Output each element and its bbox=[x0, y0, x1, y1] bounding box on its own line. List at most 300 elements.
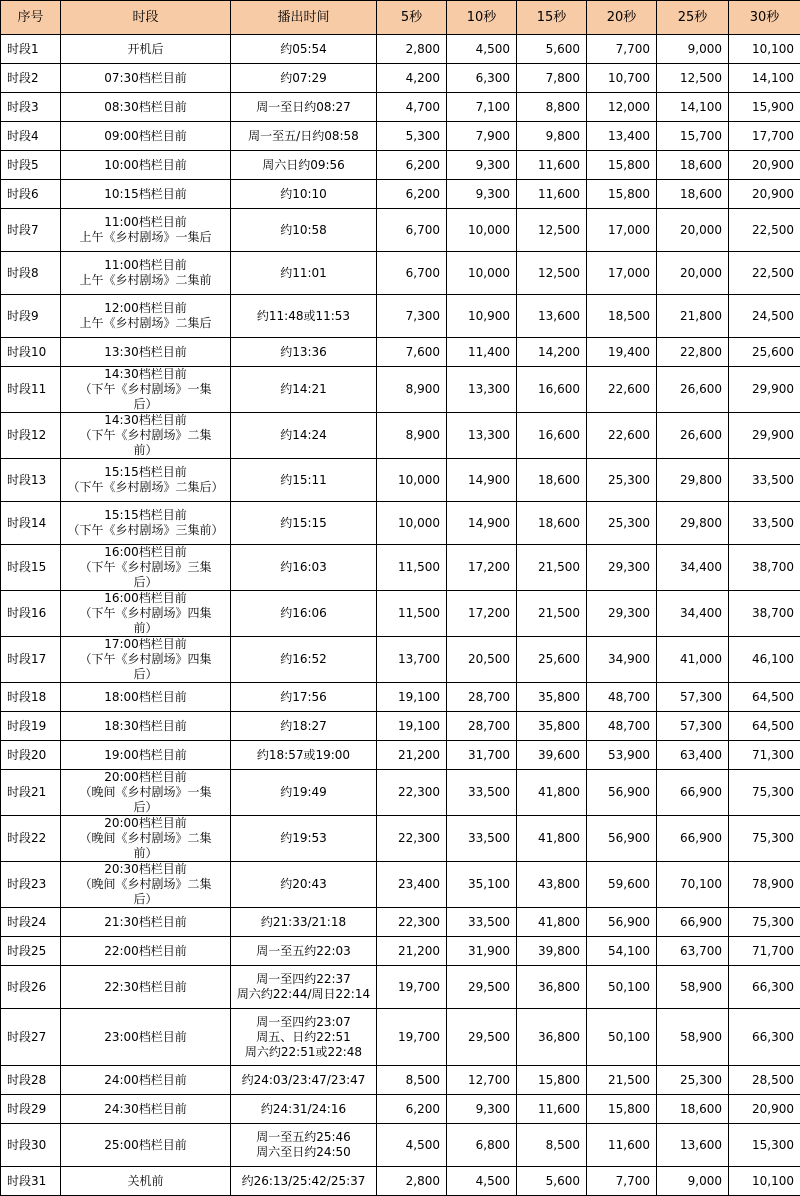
price-5s-cell: 21,200 bbox=[377, 937, 447, 966]
price-20s-cell: 29,300 bbox=[587, 591, 657, 637]
price-30s-cell: 66,300 bbox=[729, 966, 800, 1009]
airtime-cell bbox=[231, 545, 377, 591]
airtime-cell bbox=[231, 591, 377, 637]
price-5s-cell: 7,300 bbox=[377, 295, 447, 338]
price-30s-cell: 75,300 bbox=[729, 908, 800, 937]
airtime-cell-line: 周一至五约25:46 bbox=[234, 1130, 373, 1145]
price-25s-cell: 20,000 bbox=[657, 209, 729, 252]
table-row bbox=[1, 367, 800, 413]
price-5s-cell: 8,900 bbox=[377, 367, 447, 413]
price-20s-cell: 56,900 bbox=[587, 770, 657, 816]
airtime-cell-line: 周一至五/日约08:58 bbox=[234, 129, 373, 144]
airtime-cell-line: 约19:49 bbox=[234, 785, 373, 800]
seq-cell: 时段6 bbox=[1, 180, 61, 209]
table-row bbox=[1, 209, 800, 252]
price-25s-cell: 18,600 bbox=[657, 180, 729, 209]
slot-cell-line: 前） bbox=[64, 621, 227, 636]
price-30s-cell: 10,100 bbox=[729, 35, 800, 64]
slot-cell-line: （晚间《乡村剧场》二集 bbox=[64, 831, 227, 846]
slot-cell bbox=[61, 122, 231, 151]
slot-cell-line: 22:00档栏目前 bbox=[64, 944, 227, 959]
price-30s-cell: 29,900 bbox=[729, 413, 800, 459]
price-25s-cell: 70,100 bbox=[657, 862, 729, 908]
slot-cell-line: 开机后 bbox=[64, 42, 227, 57]
price-15s-cell: 11,600 bbox=[517, 180, 587, 209]
slot-cell-line: （下午《乡村剧场》三集前） bbox=[64, 523, 227, 538]
price-10s-cell: 11,400 bbox=[447, 338, 517, 367]
airtime-cell bbox=[231, 252, 377, 295]
airtime-cell bbox=[231, 1167, 377, 1196]
slot-cell bbox=[61, 502, 231, 545]
slot-cell bbox=[61, 1167, 231, 1196]
price-20s-cell: 56,900 bbox=[587, 908, 657, 937]
airtime-cell-line: 约21:33/21:18 bbox=[234, 915, 373, 930]
slot-cell bbox=[61, 367, 231, 413]
airtime-cell-line: 约20:43 bbox=[234, 877, 373, 892]
price-5s-cell: 21,200 bbox=[377, 741, 447, 770]
price-30s-cell: 75,300 bbox=[729, 816, 800, 862]
price-25s-cell: 66,900 bbox=[657, 908, 729, 937]
price-10s-cell: 29,500 bbox=[447, 966, 517, 1009]
price-15s-cell: 11,600 bbox=[517, 1095, 587, 1124]
price-5s-cell: 8,500 bbox=[377, 1066, 447, 1095]
airtime-cell-line: 约24:03/23:47/23:47 bbox=[234, 1073, 373, 1088]
airtime-cell bbox=[231, 338, 377, 367]
price-20s-cell: 34,900 bbox=[587, 637, 657, 683]
seq-cell: 时段4 bbox=[1, 122, 61, 151]
seq-cell: 时段31 bbox=[1, 1167, 61, 1196]
price-15s-cell: 7,800 bbox=[517, 64, 587, 93]
price-25s-cell: 29,800 bbox=[657, 502, 729, 545]
price-30s-cell: 64,500 bbox=[729, 683, 800, 712]
slot-cell bbox=[61, 545, 231, 591]
price-5s-cell: 19,700 bbox=[377, 966, 447, 1009]
price-15s-cell: 5,600 bbox=[517, 1167, 587, 1196]
airtime-cell-line: 约10:58 bbox=[234, 223, 373, 238]
slot-cell-line: 关机前 bbox=[64, 1174, 227, 1189]
price-20s-cell: 29,300 bbox=[587, 545, 657, 591]
seq-cell: 时段22 bbox=[1, 816, 61, 862]
slot-cell bbox=[61, 816, 231, 862]
seq-cell: 时段11 bbox=[1, 367, 61, 413]
airtime-cell bbox=[231, 459, 377, 502]
table-row bbox=[1, 937, 800, 966]
price-20s-cell: 12,000 bbox=[587, 93, 657, 122]
seq-cell: 时段12 bbox=[1, 413, 61, 459]
seq-cell: 时段30 bbox=[1, 1124, 61, 1167]
slot-cell-line: 13:30档栏目前 bbox=[64, 345, 227, 360]
price-15s-cell: 8,500 bbox=[517, 1124, 587, 1167]
price-20s-cell: 11,600 bbox=[587, 1124, 657, 1167]
price-30s-cell: 24,500 bbox=[729, 295, 800, 338]
seq-cell: 时段20 bbox=[1, 741, 61, 770]
slot-cell-line: 20:30档栏目前 bbox=[64, 862, 227, 877]
price-20s-cell: 54,100 bbox=[587, 937, 657, 966]
price-5s-cell: 19,700 bbox=[377, 1009, 447, 1066]
price-20s-cell: 18,500 bbox=[587, 295, 657, 338]
price-5s-cell: 6,700 bbox=[377, 209, 447, 252]
table-row bbox=[1, 966, 800, 1009]
table-row bbox=[1, 64, 800, 93]
price-30s-cell: 17,700 bbox=[729, 122, 800, 151]
airtime-cell-line: 周六日约09:56 bbox=[234, 158, 373, 173]
slot-cell bbox=[61, 413, 231, 459]
price-15s-cell: 15,800 bbox=[517, 1066, 587, 1095]
slot-cell-line: （下午《乡村剧场》一集 bbox=[64, 382, 227, 397]
airtime-cell bbox=[231, 1009, 377, 1066]
price-30s-cell: 46,100 bbox=[729, 637, 800, 683]
price-30s-cell: 71,700 bbox=[729, 937, 800, 966]
slot-cell-line: 08:30档栏目前 bbox=[64, 100, 227, 115]
slot-cell bbox=[61, 591, 231, 637]
slot-cell-line: 20:00档栏目前 bbox=[64, 816, 227, 831]
price-20s-cell: 56,900 bbox=[587, 816, 657, 862]
price-20s-cell: 53,900 bbox=[587, 741, 657, 770]
price-10s-cell: 10,000 bbox=[447, 209, 517, 252]
price-10s-cell: 20,500 bbox=[447, 637, 517, 683]
price-15s-cell: 36,800 bbox=[517, 966, 587, 1009]
header-10s: 10秒 bbox=[447, 1, 517, 35]
seq-cell: 时段24 bbox=[1, 908, 61, 937]
slot-cell-line: 10:00档栏目前 bbox=[64, 158, 227, 173]
airtime-cell-line: 周六约22:51或22:48 bbox=[234, 1045, 373, 1060]
slot-cell-line: 23:00档栏目前 bbox=[64, 1030, 227, 1045]
price-20s-cell: 59,600 bbox=[587, 862, 657, 908]
slot-cell-line: 15:15档栏目前 bbox=[64, 508, 227, 523]
airtime-cell bbox=[231, 64, 377, 93]
price-20s-cell: 15,800 bbox=[587, 1095, 657, 1124]
airtime-cell bbox=[231, 93, 377, 122]
price-30s-cell: 22,500 bbox=[729, 209, 800, 252]
price-10s-cell: 28,700 bbox=[447, 683, 517, 712]
price-30s-cell: 66,300 bbox=[729, 1009, 800, 1066]
header-seq: 序号 bbox=[1, 1, 61, 35]
slot-cell-line: 后） bbox=[64, 397, 227, 412]
airtime-cell bbox=[231, 770, 377, 816]
price-5s-cell: 11,500 bbox=[377, 591, 447, 637]
price-25s-cell: 14,100 bbox=[657, 93, 729, 122]
table-row bbox=[1, 122, 800, 151]
slot-cell bbox=[61, 151, 231, 180]
price-15s-cell: 39,800 bbox=[517, 937, 587, 966]
price-15s-cell: 25,600 bbox=[517, 637, 587, 683]
slot-cell-line: 前） bbox=[64, 846, 227, 861]
table-row bbox=[1, 741, 800, 770]
seq-cell: 时段13 bbox=[1, 459, 61, 502]
price-5s-cell: 4,700 bbox=[377, 93, 447, 122]
price-30s-cell: 75,300 bbox=[729, 770, 800, 816]
seq-cell: 时段9 bbox=[1, 295, 61, 338]
seq-cell: 时段18 bbox=[1, 683, 61, 712]
price-20s-cell: 15,800 bbox=[587, 180, 657, 209]
airtime-cell-line: 约11:48或11:53 bbox=[234, 309, 373, 324]
airtime-cell bbox=[231, 816, 377, 862]
table-row bbox=[1, 502, 800, 545]
slot-cell bbox=[61, 252, 231, 295]
price-30s-cell: 38,700 bbox=[729, 591, 800, 637]
table-row bbox=[1, 683, 800, 712]
airtime-cell bbox=[231, 862, 377, 908]
table-row bbox=[1, 1095, 800, 1124]
price-20s-cell: 48,700 bbox=[587, 712, 657, 741]
price-5s-cell: 4,500 bbox=[377, 1124, 447, 1167]
slot-cell bbox=[61, 459, 231, 502]
airtime-cell-line: 约07:29 bbox=[234, 71, 373, 86]
price-15s-cell: 43,800 bbox=[517, 862, 587, 908]
table-row bbox=[1, 338, 800, 367]
seq-cell: 时段17 bbox=[1, 637, 61, 683]
price-5s-cell: 22,300 bbox=[377, 816, 447, 862]
price-25s-cell: 18,600 bbox=[657, 1095, 729, 1124]
price-10s-cell: 13,300 bbox=[447, 367, 517, 413]
slot-cell-line: 19:00档栏目前 bbox=[64, 748, 227, 763]
airtime-cell-line: 约19:53 bbox=[234, 831, 373, 846]
price-15s-cell: 35,800 bbox=[517, 683, 587, 712]
price-25s-cell: 63,700 bbox=[657, 937, 729, 966]
price-20s-cell: 22,600 bbox=[587, 413, 657, 459]
price-10s-cell: 9,300 bbox=[447, 151, 517, 180]
price-10s-cell: 6,300 bbox=[447, 64, 517, 93]
price-15s-cell: 5,600 bbox=[517, 35, 587, 64]
slot-cell bbox=[61, 966, 231, 1009]
slot-cell-line: 15:15档栏目前 bbox=[64, 465, 227, 480]
seq-cell: 时段7 bbox=[1, 209, 61, 252]
price-15s-cell: 11,600 bbox=[517, 151, 587, 180]
slot-cell bbox=[61, 93, 231, 122]
price-15s-cell: 12,500 bbox=[517, 252, 587, 295]
price-10s-cell: 7,100 bbox=[447, 93, 517, 122]
seq-cell: 时段16 bbox=[1, 591, 61, 637]
price-5s-cell: 7,600 bbox=[377, 338, 447, 367]
price-15s-cell: 18,600 bbox=[517, 459, 587, 502]
table-row bbox=[1, 637, 800, 683]
airtime-cell bbox=[231, 712, 377, 741]
slot-cell-line: （下午《乡村剧场》二集 bbox=[64, 428, 227, 443]
price-10s-cell: 31,900 bbox=[447, 937, 517, 966]
price-25s-cell: 57,300 bbox=[657, 712, 729, 741]
airtime-cell bbox=[231, 1066, 377, 1095]
price-25s-cell: 34,400 bbox=[657, 591, 729, 637]
price-30s-cell: 15,300 bbox=[729, 1124, 800, 1167]
slot-cell bbox=[61, 862, 231, 908]
slot-cell-line: 后） bbox=[64, 800, 227, 815]
price-30s-cell: 20,900 bbox=[729, 151, 800, 180]
price-10s-cell: 4,500 bbox=[447, 35, 517, 64]
airtime-cell bbox=[231, 151, 377, 180]
airtime-cell bbox=[231, 502, 377, 545]
table-row bbox=[1, 1066, 800, 1095]
airtime-cell bbox=[231, 741, 377, 770]
slot-cell-line: 18:00档栏目前 bbox=[64, 690, 227, 705]
airtime-cell bbox=[231, 966, 377, 1009]
airtime-cell-line: 约15:11 bbox=[234, 473, 373, 488]
table-row bbox=[1, 151, 800, 180]
seq-cell: 时段26 bbox=[1, 966, 61, 1009]
airtime-cell bbox=[231, 937, 377, 966]
price-15s-cell: 8,800 bbox=[517, 93, 587, 122]
price-15s-cell: 13,600 bbox=[517, 295, 587, 338]
price-20s-cell: 25,300 bbox=[587, 502, 657, 545]
slot-cell-line: 18:30档栏目前 bbox=[64, 719, 227, 734]
table-row bbox=[1, 459, 800, 502]
slot-cell-line: 11:00档栏目前 bbox=[64, 258, 227, 273]
slot-cell bbox=[61, 209, 231, 252]
price-20s-cell: 7,700 bbox=[587, 1167, 657, 1196]
airtime-cell-line: 约16:06 bbox=[234, 606, 373, 621]
slot-cell-line: 24:30档栏目前 bbox=[64, 1102, 227, 1117]
price-10s-cell: 13,300 bbox=[447, 413, 517, 459]
airtime-cell bbox=[231, 180, 377, 209]
price-15s-cell: 16,600 bbox=[517, 413, 587, 459]
price-15s-cell: 12,500 bbox=[517, 209, 587, 252]
price-25s-cell: 57,300 bbox=[657, 683, 729, 712]
airtime-cell bbox=[231, 35, 377, 64]
price-30s-cell: 10,100 bbox=[729, 1167, 800, 1196]
table-row bbox=[1, 93, 800, 122]
airtime-cell bbox=[231, 413, 377, 459]
price-15s-cell: 9,800 bbox=[517, 122, 587, 151]
price-25s-cell: 15,700 bbox=[657, 122, 729, 151]
seq-cell: 时段8 bbox=[1, 252, 61, 295]
price-10s-cell: 17,200 bbox=[447, 545, 517, 591]
slot-cell bbox=[61, 35, 231, 64]
price-30s-cell: 64,500 bbox=[729, 712, 800, 741]
price-25s-cell: 66,900 bbox=[657, 770, 729, 816]
price-30s-cell: 38,700 bbox=[729, 545, 800, 591]
price-5s-cell: 10,000 bbox=[377, 502, 447, 545]
price-20s-cell: 25,300 bbox=[587, 459, 657, 502]
price-20s-cell: 15,800 bbox=[587, 151, 657, 180]
table-row bbox=[1, 591, 800, 637]
price-10s-cell: 6,800 bbox=[447, 1124, 517, 1167]
airtime-cell bbox=[231, 209, 377, 252]
price-10s-cell: 33,500 bbox=[447, 816, 517, 862]
slot-cell bbox=[61, 712, 231, 741]
price-25s-cell: 26,600 bbox=[657, 413, 729, 459]
airtime-cell bbox=[231, 683, 377, 712]
price-25s-cell: 63,400 bbox=[657, 741, 729, 770]
airtime-cell-line: 约14:21 bbox=[234, 382, 373, 397]
slot-cell bbox=[61, 1009, 231, 1066]
price-15s-cell: 21,500 bbox=[517, 591, 587, 637]
price-5s-cell: 22,300 bbox=[377, 770, 447, 816]
price-20s-cell: 10,700 bbox=[587, 64, 657, 93]
airtime-cell-line: 约26:13/25:42/25:37 bbox=[234, 1174, 373, 1189]
price-25s-cell: 20,000 bbox=[657, 252, 729, 295]
slot-cell-line: 后） bbox=[64, 667, 227, 682]
slot-cell bbox=[61, 637, 231, 683]
slot-cell-line: （晚间《乡村剧场》二集 bbox=[64, 877, 227, 892]
price-5s-cell: 23,400 bbox=[377, 862, 447, 908]
airtime-cell bbox=[231, 1095, 377, 1124]
table-row bbox=[1, 816, 800, 862]
slot-cell-line: 上午《乡村剧场》二集前 bbox=[64, 273, 227, 288]
airtime-cell-line: 周一至四约22:37 bbox=[234, 972, 373, 987]
slot-cell bbox=[61, 1124, 231, 1167]
table-row bbox=[1, 545, 800, 591]
price-30s-cell: 28,500 bbox=[729, 1066, 800, 1095]
price-15s-cell: 41,800 bbox=[517, 908, 587, 937]
price-25s-cell: 9,000 bbox=[657, 35, 729, 64]
slot-cell-line: 10:15档栏目前 bbox=[64, 187, 227, 202]
price-10s-cell: 9,300 bbox=[447, 180, 517, 209]
slot-cell-line: 09:00档栏目前 bbox=[64, 129, 227, 144]
price-15s-cell: 41,800 bbox=[517, 770, 587, 816]
price-10s-cell: 31,700 bbox=[447, 741, 517, 770]
airtime-cell bbox=[231, 1124, 377, 1167]
price-5s-cell: 22,300 bbox=[377, 908, 447, 937]
table-row bbox=[1, 295, 800, 338]
price-30s-cell: 20,900 bbox=[729, 180, 800, 209]
price-10s-cell: 28,700 bbox=[447, 712, 517, 741]
slot-cell bbox=[61, 64, 231, 93]
airtime-cell-line: 周一至四约23:07 bbox=[234, 1015, 373, 1030]
airtime-cell-line: 周五、日约22:51 bbox=[234, 1030, 373, 1045]
price-25s-cell: 12,500 bbox=[657, 64, 729, 93]
airtime-cell-line: 约16:03 bbox=[234, 560, 373, 575]
header-25s: 25秒 bbox=[657, 1, 729, 35]
seq-cell: 时段1 bbox=[1, 35, 61, 64]
slot-cell-line: 后） bbox=[64, 575, 227, 590]
price-20s-cell: 19,400 bbox=[587, 338, 657, 367]
price-5s-cell: 4,200 bbox=[377, 64, 447, 93]
table-row bbox=[1, 1167, 800, 1196]
price-20s-cell: 22,600 bbox=[587, 367, 657, 413]
slot-cell-line: （下午《乡村剧场》二集后） bbox=[64, 480, 227, 495]
seq-cell: 时段25 bbox=[1, 937, 61, 966]
price-5s-cell: 13,700 bbox=[377, 637, 447, 683]
price-10s-cell: 33,500 bbox=[447, 770, 517, 816]
header-airtime: 播出时间 bbox=[231, 1, 377, 35]
airtime-cell bbox=[231, 908, 377, 937]
airtime-cell-line: 周一至日约08:27 bbox=[234, 100, 373, 115]
slot-cell-line: （下午《乡村剧场》三集 bbox=[64, 560, 227, 575]
price-20s-cell: 21,500 bbox=[587, 1066, 657, 1095]
price-15s-cell: 36,800 bbox=[517, 1009, 587, 1066]
price-15s-cell: 35,800 bbox=[517, 712, 587, 741]
table-row bbox=[1, 252, 800, 295]
price-15s-cell: 16,600 bbox=[517, 367, 587, 413]
airtime-cell-line: 约18:27 bbox=[234, 719, 373, 734]
price-5s-cell: 19,100 bbox=[377, 683, 447, 712]
price-15s-cell: 18,600 bbox=[517, 502, 587, 545]
price-25s-cell: 22,800 bbox=[657, 338, 729, 367]
table-row bbox=[1, 908, 800, 937]
price-25s-cell: 66,900 bbox=[657, 816, 729, 862]
airtime-cell bbox=[231, 295, 377, 338]
price-5s-cell: 2,800 bbox=[377, 1167, 447, 1196]
slot-cell-line: （下午《乡村剧场》四集 bbox=[64, 652, 227, 667]
slot-cell-line: 后） bbox=[64, 892, 227, 907]
airtime-cell-line: 约11:01 bbox=[234, 266, 373, 281]
price-30s-cell: 15,900 bbox=[729, 93, 800, 122]
price-20s-cell: 48,700 bbox=[587, 683, 657, 712]
price-25s-cell: 18,600 bbox=[657, 151, 729, 180]
price-10s-cell: 7,900 bbox=[447, 122, 517, 151]
price-25s-cell: 25,300 bbox=[657, 1066, 729, 1095]
price-30s-cell: 33,500 bbox=[729, 459, 800, 502]
airtime-cell-line: 约24:31/24:16 bbox=[234, 1102, 373, 1117]
table-body bbox=[1, 35, 800, 1196]
price-20s-cell: 17,000 bbox=[587, 209, 657, 252]
airtime-cell-line: 约18:57或19:00 bbox=[234, 748, 373, 763]
airtime-cell-line: 约14:24 bbox=[234, 428, 373, 443]
table-row bbox=[1, 413, 800, 459]
price-25s-cell: 21,800 bbox=[657, 295, 729, 338]
price-5s-cell: 8,900 bbox=[377, 413, 447, 459]
price-25s-cell: 41,000 bbox=[657, 637, 729, 683]
price-15s-cell: 41,800 bbox=[517, 816, 587, 862]
